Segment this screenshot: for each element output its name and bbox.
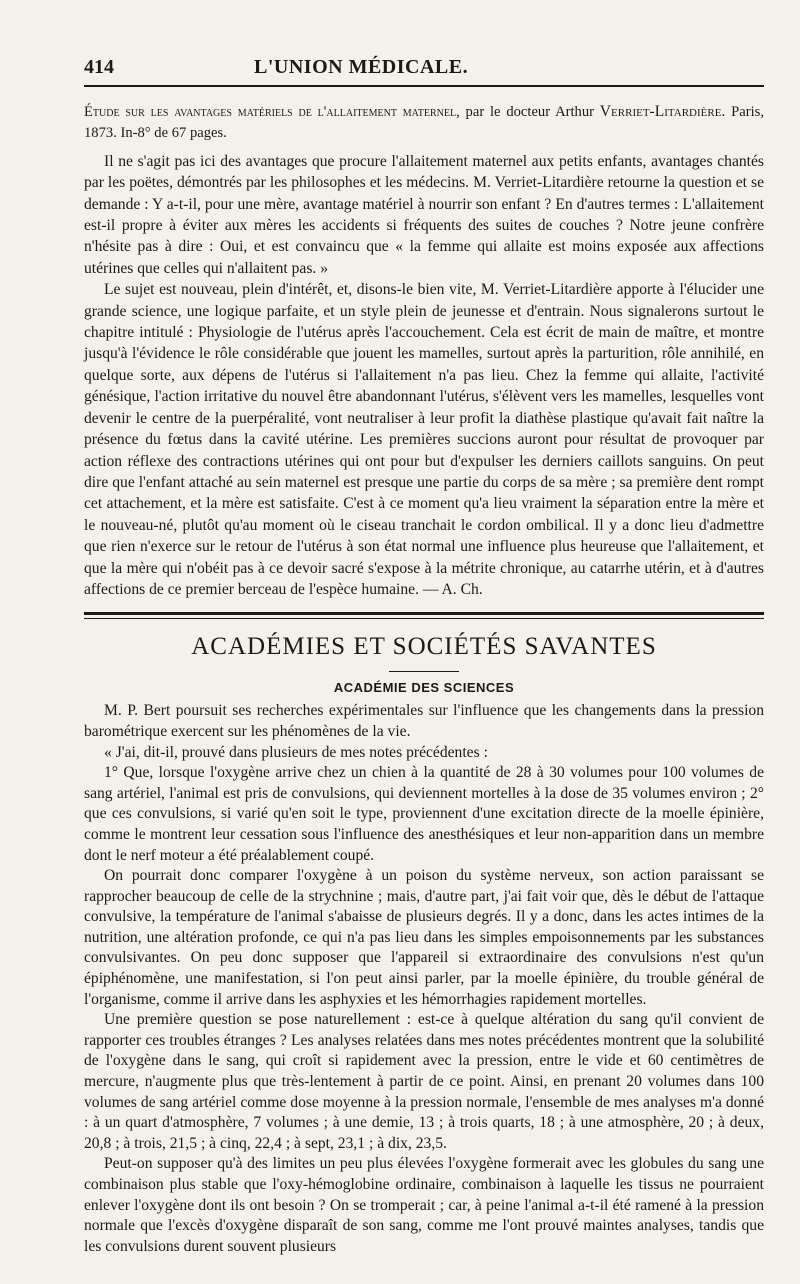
- section-divider: [84, 612, 764, 619]
- review-paragraph: Le sujet est nouveau, plein d'intérêt, et, disons-le bien vite, M. Verriet-Litardière apporte à l'élucider une grande science, une logique parfaite, et un style plein de jeunesse et d'entrain. Nous signalerons surtout le chapitre intitulé : Physiologie de l'utérus après l'accouchement. Cela est écrit de main de maître, et montre jusqu'à l'évidence le rôle considérable que jouent les mamelles, surtout après la parturition, rôle annihilé, en quelque sorte, aux dépens de l'utérus si l'allaitement n'a pas lieu. Chez la femme qui allaite, l'activité génésique, l'action irritative du nouvel être abandonnant l'utérus, s'élèvent vers les mamelles, lesquelles vont devenir le centre de la puerpéralité, vont neutraliser à leur profit la diathèse plastique qu'avait fait naître la présence du fœtus dans la cavité utérine. Les premières succions auront pour résultat de provoquer par action réflexe des contractions utérines qui ont pour but d'expulser les derniers caillots sanguins. On peut dire que l'enfant attaché au sein maternel est presque une partie du corps de sa mère ; sa première dent rompt cet attachement, et la mère est satisfaite. C'est à ce moment qu'a lieu vraiment la séparation entre la mère et le nouveau-né, plutôt qu'au moment où le ciseau tranchait le cordon ombilical. Il y a donc lieu d'admettre que rien n'exerce sur le retour de l'utérus à son état normal une influence plus heureuse que l'allaitement, et que la mère qui n'obéit pas à ce devoir sacré s'expose à la métrite chronique, au catarrhe utérin, et à d'autres affections de ce premier berceau de l'espèce humaine. — A. Ch.: [84, 281, 764, 598]
- academy-paragraph: Peut-on supposer qu'à des limites un peu plus élevées l'oxygène formerait avec les globules du sang une combinaison plus stable que l'oxy-hémoglobine ordinaire, combinaison à laquelle les tissus ne pourraient enlever l'oxygène dont ils ont besoin ? On se tromperait ; car, à peine l'animal a-t-il été ramené à la pression normale que l'excès d'oxygène disparaît de son sang, comme me l'ont prouvé maintes analyses, tandis que les convulsions durent souvent plusieurs: [84, 1155, 764, 1255]
- review-author-prefix: par le docteur Arthur: [465, 104, 594, 120]
- review-author: Verriet-Litardière.: [599, 103, 726, 120]
- academy-report: [84, 701, 764, 1257]
- review-paragraph: Il ne s'agit pas ici des avantages que procure l'allaitement maternel aux petits enfants, avantages chantés par les poëtes, démontrés par les philosophes et les médecins. M. Verriet-Litardière retourne la question et se demande : Y a-t-il, pour une mère, avantage matériel à nourrir son enfant ? En d'autres termes : L'allaitement est-il propre à éviter aux mères les accidents si fréquents des suites de couches ? Notre jeune confrère n'hésite pas à dire : Oui, et est convaincu que « la femme qui allaite est moins exposée aux affections utérines que celles qui n'allaitent pas. »: [84, 152, 764, 277]
- subsection-title: ACADÉMIE DES SCIENCES: [333, 680, 515, 696]
- academy-paragraph: On pourrait donc comparer l'oxygène à un poison du système nerveux, son action paraissant se rapprocher beaucoup de celle de la strychnine ; mais, d'autre part, j'ai fait voir que, dès le début de l'attaque convulsive, la température de l'animal s'abaisse de plusieurs degrés. Il y a donc, dans les actes intimes de la nutrition, une altération profonde, ce qui n'a pas lieu dans les simples empoisonnements par les substances convulsivantes. On peu donc supposer que l'appareil si extraordinaire des convulsions n'est qu'un épiphénomène, une manifestation, si l'on peut ainsi parler, par la moelle épinière, du trouble général de l'organisme, comme il arrive dans les asphyxies et les hémorrhagies rapidement mortelles.: [84, 867, 764, 1008]
- academy-paragraph: 1° Que, lorsque l'oxygène arrive chez un chien à la quantité de 28 à 30 volumes pour 100 volumes de sang artériel, l'animal est pris de convulsions, qui deviennent mortelles à la dose de 35 volumes environ ; 2° que ces convulsions, si varié qu'en soit le type, proviennent d'une excitation directe de la moelle épinière, comme le montrent leur cessation sous l'influence des anesthésiques et leur non-apparition dans un membre dont le nerf moteur a été préalablement coupé.: [84, 764, 764, 864]
- review-publication: Paris, 1873. In-8° de 67 pages.: [84, 104, 764, 142]
- academy-paragraph: « J'ai, dit-il, prouvé dans plusieurs de mes notes précédentes :: [104, 743, 488, 761]
- running-head: L'UNION MÉDICALE.: [254, 56, 469, 78]
- review-book-title: Étude sur les avantages matériels de l'allaitement maternel,: [84, 104, 460, 120]
- section-title: ACADÉMIES ET SOCIÉTÉS SAVANTES: [191, 633, 657, 661]
- title-rule: [389, 671, 459, 672]
- book-review: [84, 101, 764, 600]
- academy-paragraph: M. P. Bert poursuit ses recherches expérimentales sur l'influence que les changements dans la pression barométrique exercent sur les phénomènes de la vie.: [84, 702, 764, 740]
- academy-paragraph: Une première question se pose naturellement : est-ce à quelque altération du sang qu'il convient de rapporter ces troubles étranges ? Les analyses relatées dans mes notes précédentes montrent que la solubilité de l'oxygène dans le sang, qui croît si rapidement avec la pression, entre le vide et 60 centimètres de mercure, n'augmente plus que très-lentement à partir de ce point. Ainsi, en prenant 20 volumes dans 100 volumes de sang artériel comme dose moyenne à la pression normale, l'ensemble de mes analyses m'a donné : à un quart d'atmosphère, 7 volumes ; à une demie, 13 ; à trois quarts, 18 ; à une atmosphère, 20 ; à deux, 20,8 ; à trois, 21,5 ; à cinq, 22,4 ; à sept, 23,1 ; à dix, 23,5.: [84, 1011, 764, 1152]
- page-header: [84, 56, 764, 87]
- page-number: 414: [84, 56, 114, 78]
- review-heading: [84, 101, 764, 145]
